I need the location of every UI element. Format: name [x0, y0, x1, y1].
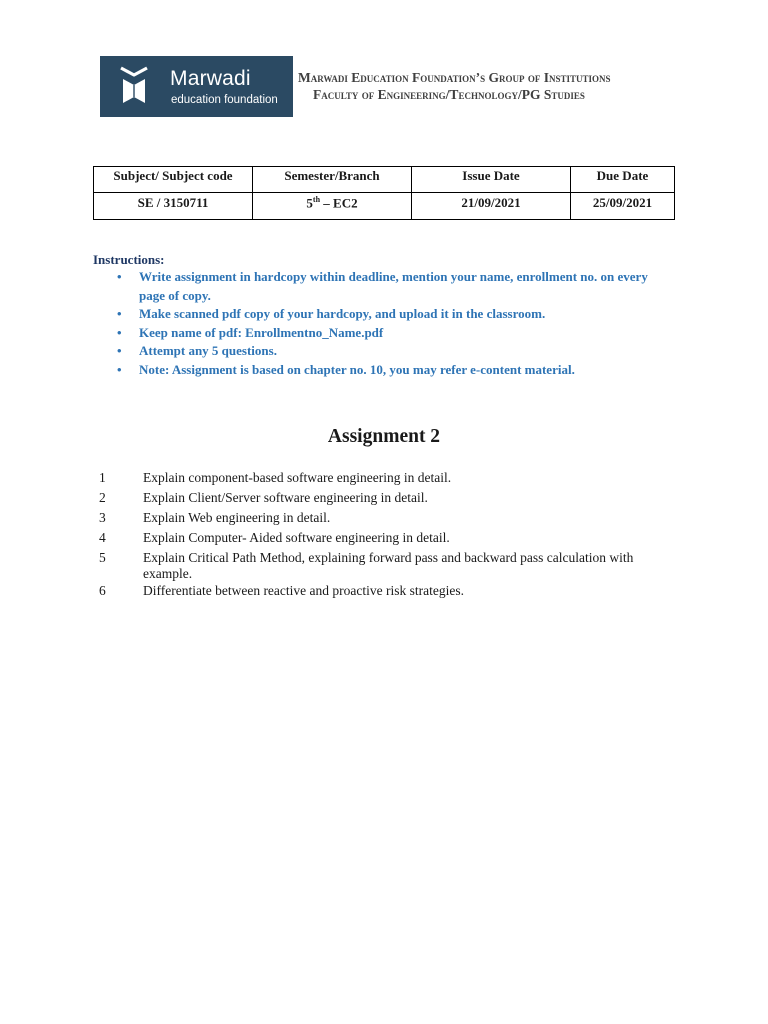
- question-text: Explain Computer- Aided software engineering in detail.: [143, 530, 450, 545]
- question-number: 3: [99, 510, 106, 525]
- logo: [100, 56, 293, 117]
- table-row: [94, 193, 675, 220]
- instruction-text: Attempt any 5 questions.: [139, 343, 277, 358]
- instructions-title: Instructions:: [93, 252, 165, 267]
- bullet-icon: •: [117, 306, 122, 321]
- table-header-row: [94, 167, 675, 193]
- question-text: Explain component-based software engineering in detail.: [143, 470, 452, 485]
- list-item: [99, 490, 659, 506]
- instruction-item: [93, 324, 673, 343]
- question-number: 6: [99, 583, 106, 598]
- list-item: [99, 510, 659, 526]
- bullet-icon: •: [117, 324, 122, 340]
- instruction-text: Keep name of pdf: Enrollmentno_Name.pdf: [139, 324, 384, 340]
- question-text: Differentiate between reactive and proactive risk strategies.: [143, 583, 464, 598]
- instruction-item: [93, 268, 673, 305]
- question-number: 2: [99, 490, 106, 505]
- instruction-text: Note: Assignment is based on chapter no. 10, you may refer e-content material.: [139, 361, 575, 377]
- bullet-icon: •: [117, 361, 122, 377]
- cell-subject: SE / 3150711: [94, 193, 253, 220]
- list-item: [99, 583, 659, 599]
- question-number: 1: [99, 470, 106, 485]
- question-text: Explain Client/Server software engineering in detail.: [143, 490, 428, 505]
- faculty-header: Faculty of Engineering/Technology/PG Studies: [313, 87, 585, 102]
- instructions-list: [93, 268, 673, 379]
- list-item: [99, 550, 659, 582]
- header-due-date: Due Date: [571, 167, 675, 193]
- book-logo-icon: [120, 66, 148, 106]
- list-item: [99, 470, 659, 486]
- semester-suffix: th: [312, 195, 321, 204]
- list-item: [99, 530, 659, 546]
- instruction-item: [93, 305, 673, 324]
- header-semester: Semester/Branch: [253, 167, 412, 193]
- assignment-info-table: [93, 166, 675, 220]
- instruction-item: [93, 361, 673, 380]
- assignment-title: Assignment 2: [327, 426, 441, 447]
- cell-issue-date: 21/09/2021: [412, 193, 571, 220]
- semester-number: 5: [306, 195, 313, 211]
- logo-name: Marwadi: [170, 67, 251, 90]
- logo-subtitle: education foundation: [171, 94, 278, 106]
- institution-header: Marwadi Education Foundation’s Group of Institutions: [298, 70, 611, 85]
- instruction-text: Make scanned pdf copy of your hardcopy, and upload it in the classroom.: [139, 306, 546, 321]
- header-subject: Subject/ Subject code: [94, 167, 253, 193]
- question-list: [99, 470, 659, 603]
- cell-semester: [253, 193, 412, 220]
- header-issue-date: Issue Date: [412, 167, 571, 193]
- cell-due-date: 25/09/2021: [571, 193, 675, 220]
- instruction-text: Write assignment in hardcopy within deadline, mention your name, enrollment no. on every page of copy.: [139, 269, 648, 303]
- bullet-icon: •: [117, 343, 122, 358]
- bullet-icon: •: [117, 269, 122, 284]
- question-text: Explain Web engineering in detail.: [143, 510, 331, 525]
- semester-branch: – EC2: [320, 195, 358, 211]
- question-text: Explain Critical Path Method, explaining forward pass and backward pass calculation with example.: [143, 550, 634, 581]
- question-number: 5: [99, 550, 106, 565]
- instruction-item: [93, 342, 673, 361]
- question-number: 4: [99, 530, 106, 545]
